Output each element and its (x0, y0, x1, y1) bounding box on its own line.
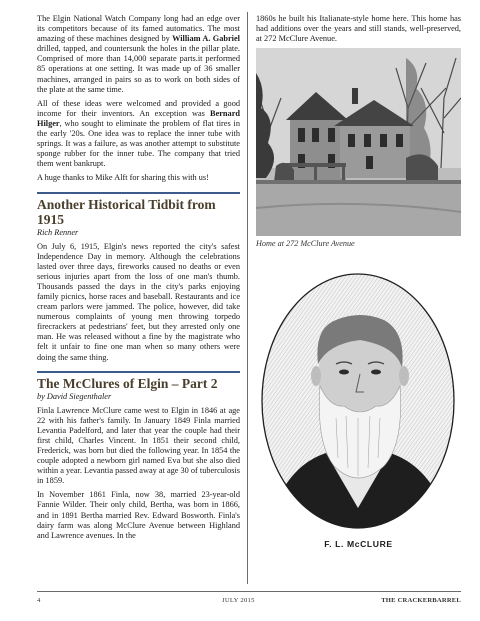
publication-name: THE CRACKERBARREL (381, 597, 461, 604)
intro-p2-text-b: , who sought to eliminate the problem of flat tires in the early '20s. One idea was to replace the inner tube with springs. It was a failure, as was another attempt to substitute sponge rubber for the inner tube. The company that tried them went bankrupt. (37, 118, 240, 169)
house-photo-caption: Home at 272 McClure Avenue (256, 239, 355, 249)
mcclures-paragraph-1: Finla Lawrence McClure came west to Elgin in 1846 at age 22 with his father's family. In January 1849 Finla married Levantia Padelford, and later that year the couple had their first child, Charles Vincent. In 1851 their second child, Frederick, was born but died the following year. In 1854 the couple adopted a newborn girl named Eva but she also died within a year. Levantia passed away at age 30 of tuberculosis in 1859. (37, 405, 240, 486)
portrait-caption: F. L. McCLURE (324, 539, 393, 550)
tidbit-body: On July 6, 1915, Elgin's news reported the city's safest Independence Day in memory. Although the celebrations lasted over three days, fireworks caused no deaths or even serious injuries apart from the loss of one man's thumb. Thousands passed the days in the city's parks enjoying family picnics, horse races and baseball. Restaurants and ice cream parlors were jammed. The police, however, did take numerous complaints of young men throwing torpedo firecrackers at pedestrians' feet, but they arrested only one man. He was released without a fine by the magistrate who felt it unfair to fine one man when so many others were doing the same thing. (37, 241, 240, 362)
footer-divider (37, 591, 461, 592)
mcclures-paragraph-2: In November 1861 Finla, now 38, married 23-year-old Fannie Wilder. Their only child, Bertha, was born in 1866, and in 1891 Bertha married Rev. Edward Bosworth. Finla's dairy farm was along McClure Avenue between Highland and Lawrence avenues. In the (37, 490, 240, 540)
section-divider (37, 371, 240, 373)
issue-date: JULY 2015 (222, 597, 255, 604)
house-photo (256, 48, 461, 236)
continued-paragraph: 1860s he built his Italianate-style home here. This home has had additions over the years and still stands, well-preserved, at 272 McClure Avenue. (256, 14, 461, 44)
tidbit-byline: Rich Renner (37, 227, 79, 237)
portrait-engraving (256, 268, 461, 534)
intro-paragraph-1 (37, 14, 240, 95)
name-gabriel: William A. Gabriel (172, 34, 240, 44)
column-divider (247, 12, 248, 584)
mcclures-title: The McClures of Elgin – Part 2 (37, 375, 218, 391)
tidbit-title: Another Historical Tidbit from 1915 (37, 196, 216, 227)
right-column (256, 14, 461, 550)
page-number: 4 (37, 597, 41, 604)
intro-p2-text-a: All of these ideas were welcomed and provided a good income for their inventors. An exception was (37, 98, 240, 118)
intro-paragraph-2 (37, 99, 240, 170)
intro-p1-text-a: The Elgin National Watch Company long had an edge over its competitors because of its famed automatics. The most amazing of these machines designed by (37, 14, 240, 44)
left-column (37, 14, 240, 545)
intro-p1-text-b: drilled, tapped, and countersunk the holes in the pillar plate. Comprised of more than 14,000 separate parts.it performed 85 operations at one setting. It was made up of 36 smaller machines, arranged in pairs so as to work on both sides of the plate at the same time. (37, 44, 240, 94)
tidbit-section (37, 192, 240, 363)
mcclures-section (37, 371, 240, 541)
section-divider (37, 192, 240, 194)
portrait-figure (256, 268, 461, 550)
name-hilger: Bernard Hilger (37, 108, 240, 128)
mcclures-byline: by David Siegenthaler (37, 391, 112, 401)
intro-paragraph-3: A huge thanks to Mike Alft for sharing this with us! (37, 173, 209, 183)
